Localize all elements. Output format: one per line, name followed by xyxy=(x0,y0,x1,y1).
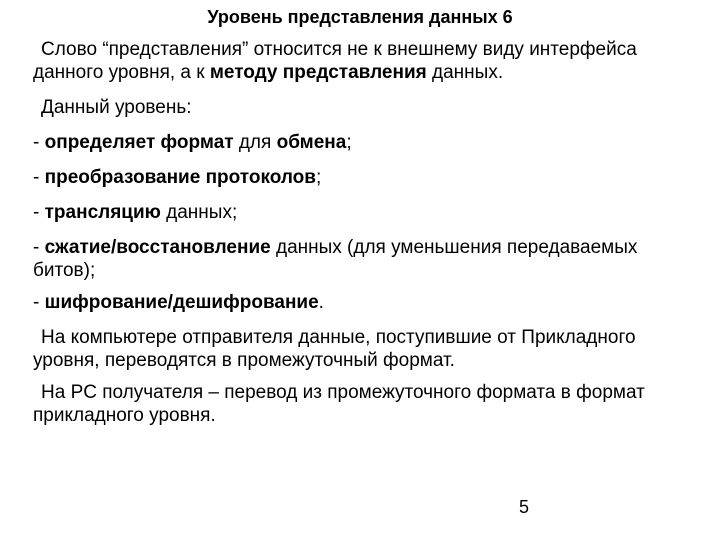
paragraph-level-intro xyxy=(33,96,693,119)
text-span: Данный уровень: xyxy=(41,97,192,118)
list-dash: - xyxy=(33,292,45,313)
list-dash: - xyxy=(33,167,45,188)
text-span: На компьютере отправителя данные, поступившие от Прикладного уровня, переводятся в промежуточный формат. xyxy=(33,327,636,371)
slide-body xyxy=(33,38,693,439)
paragraph-receiver xyxy=(33,381,693,427)
paragraph-sender xyxy=(33,326,693,372)
text-span: для xyxy=(233,132,277,153)
text-span: Слово “представления” относится не к внешнему виду интерфейса данного уровня, а к xyxy=(33,39,637,83)
list-item-encryption xyxy=(33,291,693,314)
text-span: ; xyxy=(346,132,352,153)
text-span: данных. xyxy=(426,62,504,83)
text-span: данных (для уменьшения передаваемых битов); xyxy=(33,237,638,281)
emphasis-text: сжатие/восстановление xyxy=(44,237,271,258)
list-dash: - xyxy=(33,132,45,153)
text-span: На PC получателя – перевод из промежуточного формата в формат прикладного уровня. xyxy=(33,382,645,426)
list-item-compression xyxy=(33,236,693,282)
list-item-protocol-conversion xyxy=(33,166,693,189)
text-span: ; xyxy=(315,167,322,188)
emphasis-text: преобразование протоколов xyxy=(44,167,316,188)
emphasis-text: обмена xyxy=(276,132,347,153)
slide-title: Уровень представления данных 6 xyxy=(207,7,513,27)
paragraph-presentation-meaning xyxy=(33,38,693,84)
emphasis-text: шифрование/дешифрование xyxy=(44,292,319,313)
list-dash: - xyxy=(33,237,45,258)
emphasis-text: определяет формат xyxy=(44,132,234,153)
list-dash: - xyxy=(33,202,45,223)
text-span: . xyxy=(318,292,324,313)
emphasis-text: трансляцию xyxy=(44,202,161,223)
list-item-translation xyxy=(33,201,693,224)
page-number: 5 xyxy=(519,497,530,517)
list-item-format xyxy=(33,131,693,154)
text-span: данных; xyxy=(160,202,238,223)
emphasis-text: методу представления xyxy=(209,62,427,83)
